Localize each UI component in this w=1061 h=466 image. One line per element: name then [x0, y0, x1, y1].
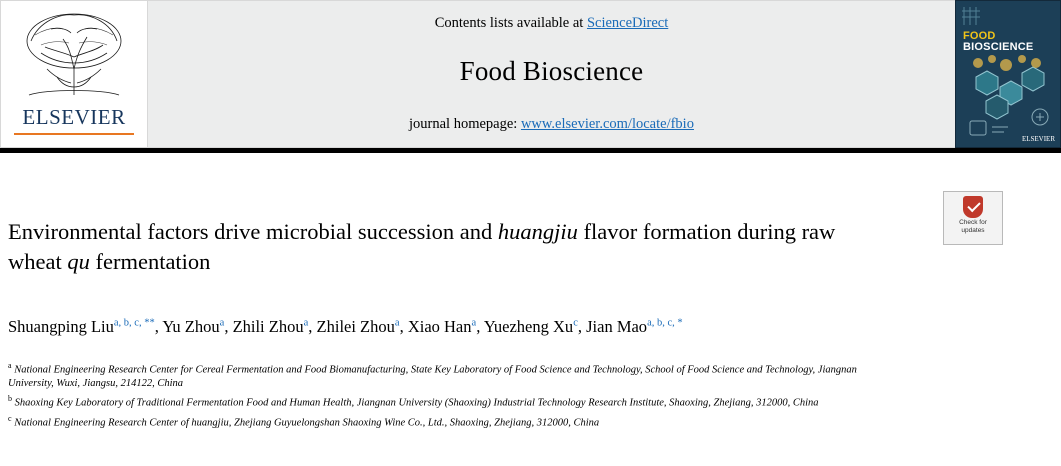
title-italic-1: huangjiu: [497, 219, 578, 244]
homepage-prefix: journal homepage:: [409, 116, 521, 132]
author-affiliation-marks: a, b, c, *: [647, 317, 683, 328]
title-part-3: fermentation: [89, 249, 211, 274]
contents-prefix: Contents lists available at: [434, 15, 587, 31]
title-italic-2: qu: [67, 249, 90, 274]
journal-band: [148, 0, 955, 148]
author-name[interactable]: Yuezheng Xu: [483, 316, 574, 336]
crossmark-icon: [963, 196, 983, 218]
cover-title: [963, 31, 1033, 53]
author-name[interactable]: Zhilei Zhou: [316, 316, 395, 336]
journal-cover-thumbnail[interactable]: [955, 0, 1061, 148]
title-part-1: Environmental factors drive microbial succession and: [8, 219, 498, 244]
author-affiliation-marks: c: [573, 317, 578, 328]
elsevier-wordmark: ELSEVIER: [22, 105, 126, 129]
journal-homepage-line: [148, 116, 955, 133]
elsevier-tree-icon: [11, 7, 137, 103]
title-part-2: flavor formation during raw wheat: [8, 219, 836, 274]
author-entry: [484, 317, 586, 336]
author-separator: ,: [399, 316, 408, 336]
affiliation-mark: c: [8, 413, 12, 423]
author-affiliation-marks: a: [394, 317, 400, 328]
affiliation-item: [8, 412, 898, 431]
affiliation-item: [8, 392, 898, 411]
author-name[interactable]: Yu Zhou: [162, 316, 220, 336]
crossmark-badge[interactable]: [943, 191, 1003, 245]
author-name[interactable]: Jian Mao: [586, 316, 648, 336]
author-separator: ,: [577, 316, 587, 336]
author-list: [8, 311, 868, 339]
affiliation-text: National Engineering Research Center of huangjiu, Zhejiang Guyuelongshan Shaoxing Wine Co., Ltd., Shaoxing, Zhejiang, 312000, China: [14, 417, 600, 428]
author-separator: ,: [476, 316, 484, 336]
author-affiliation-marks: a: [303, 317, 309, 328]
author-name[interactable]: Shuangping Liu: [8, 316, 114, 336]
elsevier-underline: [14, 133, 134, 135]
journal-masthead: [0, 0, 1061, 148]
author-separator: ,: [224, 316, 233, 336]
page-title: [8, 153, 848, 277]
author-entry: [408, 317, 484, 336]
elsevier-logo: [0, 0, 148, 148]
crossmark-line2: updates: [961, 226, 985, 234]
author-entry: [233, 317, 317, 336]
author-name[interactable]: Xiao Han: [407, 316, 472, 336]
sciencedirect-link[interactable]: ScienceDirect: [586, 15, 669, 31]
affiliation-list: [8, 359, 898, 431]
affiliation-text: National Engineering Research Center for Cereal Fermentation and Food Biomanufacturing, State Key Laboratory of Food Science and Technology, School of Food Science and Technology, Jiangnan University, Wuxi, Jiangsu, 214122, China: [8, 364, 857, 389]
affiliation-item: [8, 359, 898, 392]
author-affiliation-marks: a: [471, 317, 477, 328]
author-entry: [317, 317, 408, 336]
author-separator: ,: [308, 316, 317, 336]
journal-homepage-link[interactable]: www.elsevier.com/locate/fbio: [520, 116, 694, 132]
author-affiliation-marks: a: [219, 317, 225, 328]
cover-imprint: ELSEVIER: [1021, 135, 1055, 143]
affiliation-text: Shaoxing Key Laboratory of Traditional Fermentation Food and Human Health, Jiangnan University (Shaoxing) Industrial Technology Research Institute, Shaoxing, Zhejiang, 312000, China: [14, 397, 819, 409]
author-entry: [586, 317, 683, 336]
contents-line: [435, 15, 669, 32]
author-affiliation-marks: a, b, c, **: [113, 317, 155, 328]
author-entry: [8, 317, 162, 336]
author-name[interactable]: Zhili Zhou: [232, 316, 304, 336]
cover-title-line1: FOOD: [963, 30, 996, 42]
journal-title: Food Bioscience: [459, 56, 644, 86]
cover-artwork: [956, 1, 1060, 147]
crossmark-line1: Check for: [959, 219, 987, 226]
article-header: [0, 153, 1061, 430]
author-entry: [162, 317, 232, 336]
author-separator: ,: [154, 316, 163, 336]
affiliation-mark: b: [8, 394, 12, 403]
cover-title-line2: BIOSCIENCE: [963, 41, 1034, 53]
affiliation-mark: a: [8, 360, 12, 370]
